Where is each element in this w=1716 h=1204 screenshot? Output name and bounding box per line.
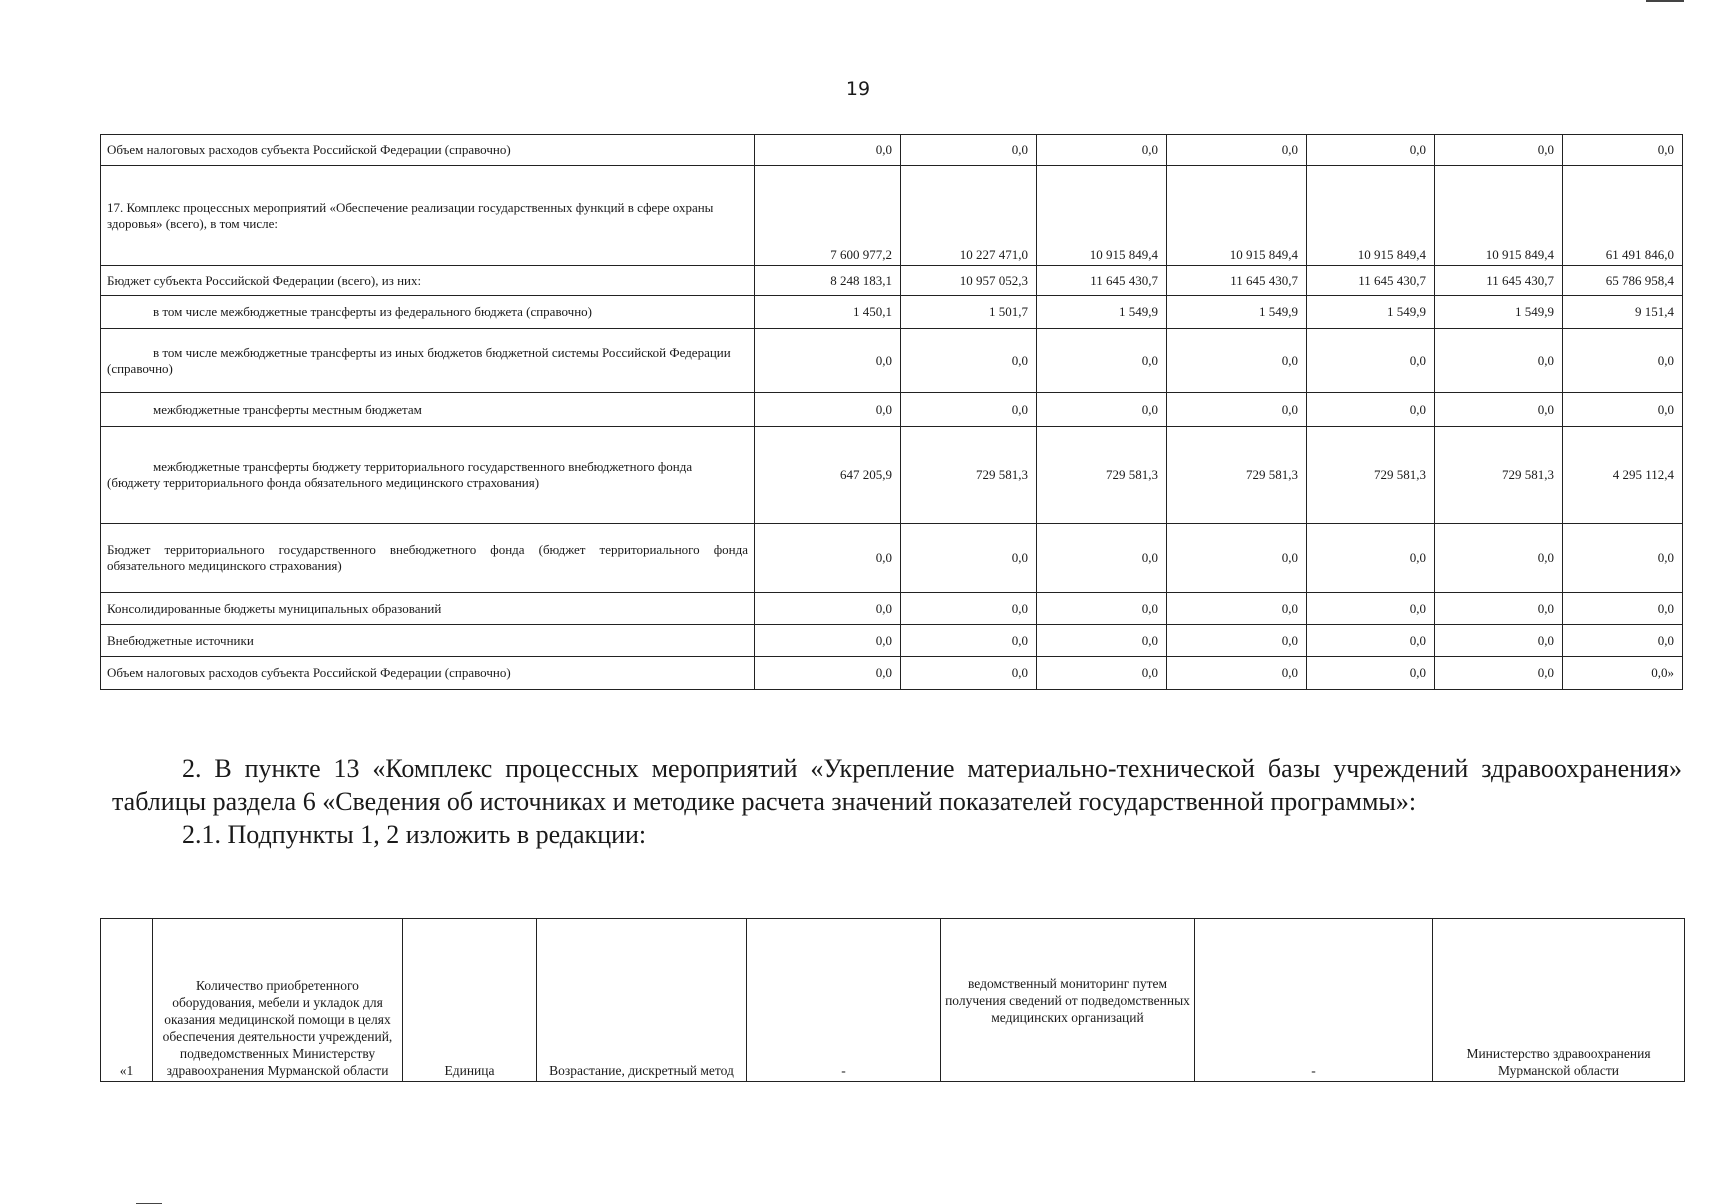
value-cell: 0,0 (1167, 393, 1307, 427)
row-label: Бюджет субъекта Российской Федерации (всего), из них: (101, 266, 755, 296)
value-cell: 0,0 (755, 625, 901, 657)
value-cell: 0,0 (1307, 329, 1435, 393)
value-cell: 0,0 (1037, 329, 1167, 393)
value-cell: 0,0 (755, 657, 901, 690)
formula-cell: - (747, 919, 941, 1082)
indicator-name: Количество приобретенного оборудования, мебели и укладок для оказания медицинской помощи в целях обеспечения деятельности учреждений, подведомственных Министерству здравоохранения Мурманской области (153, 919, 403, 1082)
value-cell: 10 227 471,0 (901, 166, 1037, 266)
value-cell: 0,0 (1435, 524, 1563, 593)
value-cell: 0,0 (1167, 625, 1307, 657)
indicator-table (100, 918, 1685, 1082)
value-cell: 0,0 (1307, 524, 1435, 593)
value-cell: 0,0 (1037, 135, 1167, 166)
value-cell: 0,0 (901, 593, 1037, 625)
finance-row-local-transfers (101, 393, 1683, 427)
row-label: Бюджет территориального государственного внебюджетного фонда (бюджет территориального фонда обязательного медицинского страхования) (101, 524, 755, 593)
paragraph-item-2-1: 2.1. Подпункты 1, 2 изложить в редакции: (182, 820, 647, 849)
value-cell: 0,0 (1435, 593, 1563, 625)
value-cell: 0,0 (1307, 625, 1435, 657)
value-cell: 0,0 (1167, 329, 1307, 393)
value-cell: 11 645 430,7 (1167, 266, 1307, 296)
value-cell: 0,0 (1435, 657, 1563, 690)
value-cell: 0,0 (901, 393, 1037, 427)
value-cell: 0,0 (1563, 625, 1683, 657)
value-cell: 729 581,3 (1307, 427, 1435, 524)
finance-row-federal-transfers (101, 296, 1683, 329)
value-cell: 0,0 (1307, 135, 1435, 166)
value-cell: 1 549,9 (1037, 296, 1167, 329)
value-cell: 729 581,3 (1037, 427, 1167, 524)
finance-table (100, 134, 1683, 690)
value-cell: 0,0 (901, 524, 1037, 593)
paragraph-item-2: 2. В пункте 13 «Комплекс процессных мероприятий «Укрепление материально-технической базы учреждений здравоохранения» таблицы раздела 6 «Сведения об источниках и методике расчета значений показателей государственной программы»: (112, 754, 1682, 816)
finance-row-complex-17 (101, 166, 1683, 266)
value-cell: 0,0 (1037, 593, 1167, 625)
row-label: Консолидированные бюджеты муниципальных образований (101, 593, 755, 625)
value-cell: 0,0 (1037, 393, 1167, 427)
responsible-cell: Министерство здравоохранения Мурманской области (1433, 919, 1685, 1082)
value-cell: 0,0 (755, 593, 901, 625)
value-cell: 4 295 112,4 (1563, 427, 1683, 524)
value-cell: 729 581,3 (1167, 427, 1307, 524)
value-cell: 0,0 (1167, 657, 1307, 690)
value-cell: 729 581,3 (1435, 427, 1563, 524)
value-cell: 0,0 (755, 135, 901, 166)
value-cell: 0,0 (1037, 524, 1167, 593)
row-number: «1 (101, 919, 153, 1082)
value-cell: 0,0 (1563, 524, 1683, 593)
finance-row-oms-fund-budget (101, 524, 1683, 593)
indicator-row-1 (101, 919, 1685, 1082)
value-cell: 0,0 (1167, 524, 1307, 593)
value-cell: 0,0 (755, 329, 901, 393)
value-cell: 0,0 (1167, 593, 1307, 625)
value-cell: 9 151,4 (1563, 296, 1683, 329)
row-label: 17. Комплекс процессных мероприятий «Обеспечение реализации государственных функций в сфере охраны здоровья» (всего), в том числе: (101, 166, 755, 266)
corner-mark (1646, 0, 1684, 2)
value-cell: 0,0 (1563, 593, 1683, 625)
row-label: Объем налоговых расходов субъекта Российской Федерации (справочно) (101, 657, 755, 690)
row-label: Объем налоговых расходов субъекта Российской Федерации (справочно) (101, 135, 755, 166)
value-cell: 647 205,9 (755, 427, 901, 524)
value-cell: 8 248 183,1 (755, 266, 901, 296)
value-cell: 11 645 430,7 (1435, 266, 1563, 296)
value-cell: 0,0 (1563, 329, 1683, 393)
value-cell: 7 600 977,2 (755, 166, 901, 266)
unit-cell: Единица (403, 919, 537, 1082)
row-label: Внебюджетные источники (101, 625, 755, 657)
value-cell: 0,0 (901, 625, 1037, 657)
value-cell: 0,0 (1167, 135, 1307, 166)
value-cell: 0,0 (1435, 393, 1563, 427)
value-cell: 1 549,9 (1167, 296, 1307, 329)
body-text (112, 752, 1682, 851)
value-cell: 0,0 (1307, 657, 1435, 690)
value-cell: 0,0 (1037, 657, 1167, 690)
value-cell: 0,0 (1435, 625, 1563, 657)
value-cell: 10 915 849,4 (1435, 166, 1563, 266)
finance-row-tax-expenditures-bottom (101, 657, 1683, 690)
method-cell: Возрастание, дискретный метод (537, 919, 747, 1082)
finance-row-oms-fund-transfers (101, 427, 1683, 524)
row-label: в том числе межбюджетные трансферты из федерального бюджета (справочно) (101, 296, 755, 329)
finance-row-tax-expenditures-top (101, 135, 1683, 166)
value-cell: 729 581,3 (901, 427, 1037, 524)
finance-row-extrabudgetary (101, 625, 1683, 657)
value-cell: 11 645 430,7 (1307, 266, 1435, 296)
row-label: межбюджетные трансферты бюджету территориального государственного внебюджетного фонда (бюджету территориального фонда обязательного медицинского страхования) (101, 427, 755, 524)
value-cell: 0,0» (1563, 657, 1683, 690)
value-cell: 11 645 430,7 (1037, 266, 1167, 296)
finance-row-municipal-budgets (101, 593, 1683, 625)
row-label: в том числе межбюджетные трансферты из иных бюджетов бюджетной системы Российской Федерации (справочно) (101, 329, 755, 393)
value-cell: 0,0 (901, 329, 1037, 393)
page-number: 19 (845, 78, 871, 100)
value-cell: 0,0 (1563, 393, 1683, 427)
value-cell: 1 549,9 (1307, 296, 1435, 329)
value-cell: 0,0 (1307, 593, 1435, 625)
value-cell: 1 450,1 (755, 296, 901, 329)
value-cell: 65 786 958,4 (1563, 266, 1683, 296)
value-cell: 10 915 849,4 (1307, 166, 1435, 266)
value-cell: 1 549,9 (1435, 296, 1563, 329)
value-cell: 10 915 849,4 (1167, 166, 1307, 266)
value-cell: 0,0 (1307, 393, 1435, 427)
finance-row-regional-budget (101, 266, 1683, 296)
value-cell: 10 957 052,3 (901, 266, 1037, 296)
source-cell: ведомственный мониторинг путем получения сведений от подведомственных медицинских организаций (941, 919, 1195, 1082)
value-cell: 0,0 (1563, 135, 1683, 166)
extra-cell: - (1195, 919, 1433, 1082)
value-cell: 0,0 (1037, 625, 1167, 657)
value-cell: 0,0 (1435, 135, 1563, 166)
finance-row-other-budget-transfers (101, 329, 1683, 393)
value-cell: 0,0 (901, 657, 1037, 690)
value-cell: 1 501,7 (901, 296, 1037, 329)
row-label: межбюджетные трансферты местным бюджетам (101, 393, 755, 427)
value-cell: 0,0 (1435, 329, 1563, 393)
value-cell: 0,0 (755, 393, 901, 427)
value-cell: 0,0 (755, 524, 901, 593)
value-cell: 61 491 846,0 (1563, 166, 1683, 266)
value-cell: 10 915 849,4 (1037, 166, 1167, 266)
value-cell: 0,0 (901, 135, 1037, 166)
